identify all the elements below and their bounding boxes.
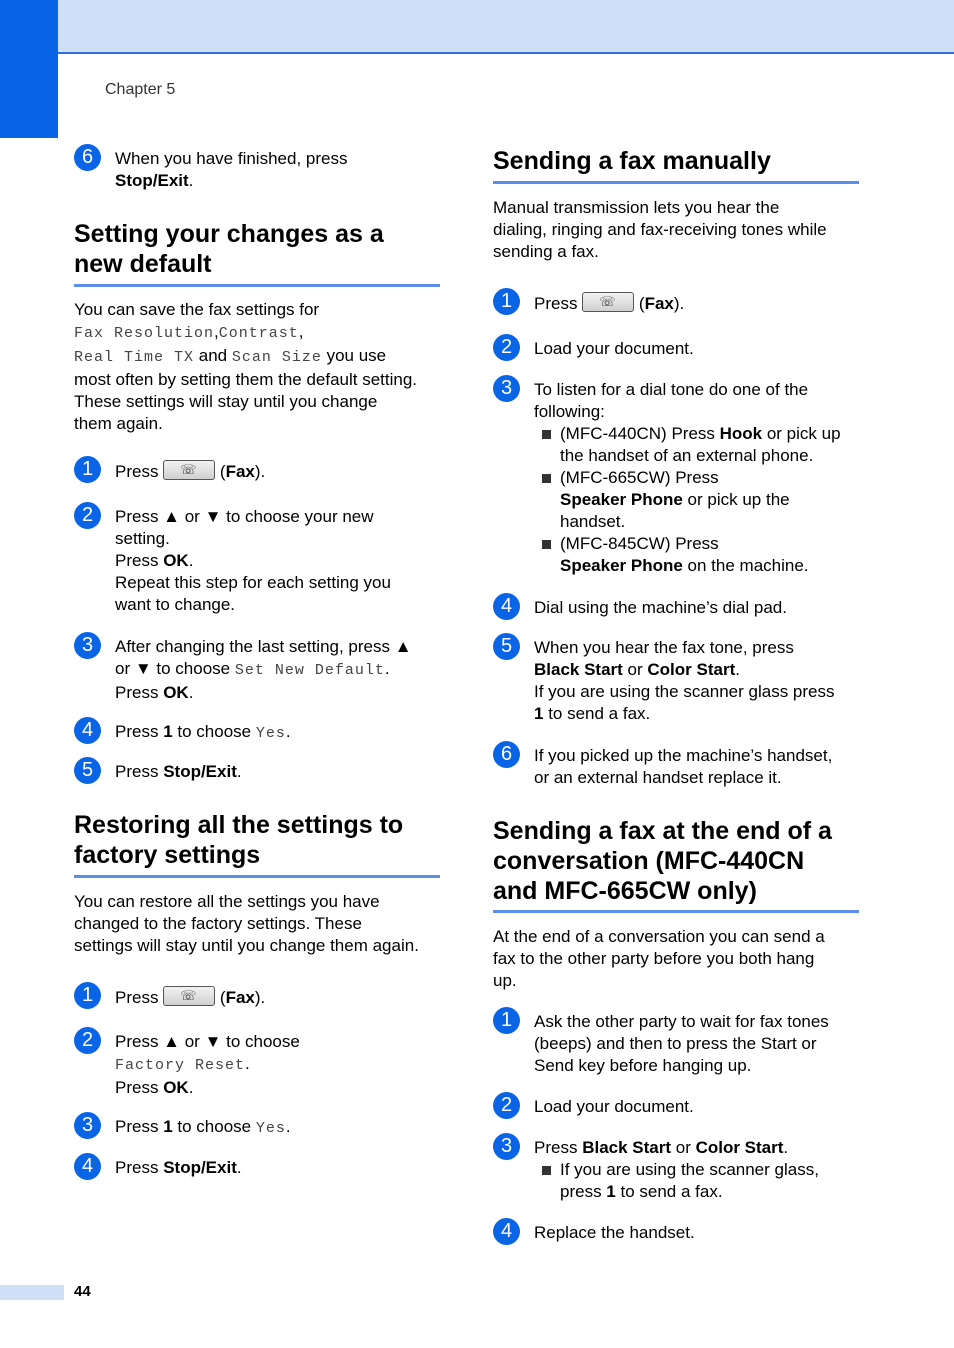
punct: ). <box>673 294 685 313</box>
step-number: 2 <box>493 1092 520 1119</box>
step-number: 4 <box>74 717 101 744</box>
bullet-item <box>534 467 859 533</box>
key-speaker-phone: Speaker Phone <box>560 556 683 575</box>
punct: ( <box>215 462 226 481</box>
step-number: 1 <box>493 1007 520 1034</box>
punct: ). <box>254 462 266 481</box>
step-6-finish <box>74 144 440 192</box>
step-text: When you hear the fax tone, press <box>534 638 794 657</box>
title-line: Setting your changes as a <box>74 220 384 248</box>
restore-step-3 <box>74 1112 440 1140</box>
key-color-start: Color Start <box>695 1138 784 1157</box>
step-text: to send a fax. <box>543 704 651 723</box>
manual-step-2 <box>493 334 859 360</box>
conversation-step-2 <box>493 1092 859 1118</box>
step-text: Dial using the machine’s dial pad. <box>534 598 787 617</box>
punct: ( <box>634 294 645 313</box>
intro-line: You can save the fax settings for <box>74 300 320 319</box>
section-title-default <box>74 219 440 279</box>
section-rule <box>74 284 440 287</box>
bullet-text: (MFC-440CN) Press <box>560 424 720 443</box>
punct: . <box>236 762 242 781</box>
step-text: If you are using the scanner glass press <box>534 682 835 701</box>
step-number: 2 <box>493 334 520 361</box>
step-number: 4 <box>493 1218 520 1245</box>
step-text: Press <box>115 551 164 570</box>
step-text: Press <box>534 1138 583 1157</box>
step-text: Press ▲ or ▼ to choose <box>115 1032 300 1051</box>
restore-intro <box>74 891 440 957</box>
step-number: 1 <box>493 288 520 315</box>
title-line: factory settings <box>74 841 261 869</box>
step-number: 1 <box>74 456 101 483</box>
punct: ). <box>254 988 266 1007</box>
footer-bar <box>0 1285 64 1300</box>
bullet-item <box>534 533 859 577</box>
option-set-new-default: Set New Default <box>234 662 385 679</box>
square-bullet-icon <box>542 430 551 439</box>
punct: , <box>214 322 219 341</box>
step-number: 2 <box>74 1027 101 1054</box>
setting-fax-resolution: Fax Resolution <box>74 325 215 342</box>
key-hook: Hook <box>719 424 763 443</box>
intro-line: changed to the factory settings. These <box>74 914 362 933</box>
section-rule <box>493 181 859 184</box>
default-step-2 <box>74 502 440 616</box>
step-text: Replace the handset. <box>534 1223 695 1242</box>
key-stop-exit: Stop/Exit <box>163 1158 237 1177</box>
header-bar <box>0 0 954 54</box>
step-number: 5 <box>493 633 520 660</box>
square-bullet-icon <box>542 474 551 483</box>
setting-contrast: Contrast <box>218 325 299 342</box>
step-number: 4 <box>493 593 520 620</box>
title-line: and MFC-665CW only) <box>493 877 757 905</box>
step-text: Load your document. <box>534 1097 694 1116</box>
step-text: or <box>671 1138 696 1157</box>
key-1: 1 <box>163 1117 173 1136</box>
bullet-text: (MFC-845CW) Press <box>560 534 719 553</box>
key-stop-exit: Stop/Exit <box>163 762 237 781</box>
punct: . <box>783 1138 789 1157</box>
bullet-text: on the machine. <box>682 556 809 575</box>
intro-line: Manual transmission lets you hear the <box>493 198 780 217</box>
key-fax: Fax <box>225 988 255 1007</box>
conversation-step-4 <box>493 1218 859 1244</box>
square-bullet-icon <box>542 1166 551 1175</box>
key-color-start: Color Start <box>647 660 736 679</box>
page-number: 44 <box>74 1283 91 1300</box>
default-step-4 <box>74 717 440 745</box>
setting-scan-size: Scan Size <box>231 349 322 366</box>
bullet-text: press <box>560 1182 607 1201</box>
step-text: If you picked up the machine’s handset, <box>534 746 833 765</box>
punct: ( <box>215 988 226 1007</box>
step-text: to choose <box>172 1117 256 1136</box>
conversation-step-1 <box>493 1007 859 1077</box>
step-text: When you have finished, press <box>115 149 348 168</box>
intro-line: fax to the other party before you both hang <box>493 949 815 968</box>
step-text: To listen for a dial tone do one of the <box>534 380 809 399</box>
step-number: 2 <box>74 502 101 529</box>
step-text: Load your document. <box>534 339 694 358</box>
step-text: Press ▲ or ▼ to choose your new <box>115 507 374 526</box>
punct: . <box>384 659 390 678</box>
default-step-3 <box>74 632 440 704</box>
step-number: 4 <box>74 1153 101 1180</box>
manual-step-3 <box>493 375 859 577</box>
restore-step-1 <box>74 982 440 1009</box>
conj: and <box>194 346 232 365</box>
intro-line: At the end of a conversation you can send a <box>493 927 825 946</box>
bullet-text: (MFC-665CW) Press <box>560 468 719 487</box>
chapter-tab <box>0 0 58 138</box>
step-number: 3 <box>74 1112 101 1139</box>
punct: . <box>188 683 194 702</box>
step-text: Press <box>115 462 164 481</box>
step-text: Press <box>115 762 164 781</box>
section-title-manual: Sending a fax manually <box>493 147 771 175</box>
square-bullet-icon <box>542 540 551 549</box>
restore-step-2 <box>74 1027 440 1099</box>
step-text: Press <box>115 988 164 1007</box>
step-text: want to change. <box>115 595 236 614</box>
intro-line: sending a fax. <box>493 242 599 261</box>
key-fax: Fax <box>225 462 255 481</box>
punct: . <box>735 660 740 679</box>
intro-line: These settings will stay until you change <box>74 392 378 411</box>
step-text: Press <box>115 1078 164 1097</box>
step-text: After changing the last setting, press ▲ <box>115 637 412 656</box>
intro-text: you use <box>321 346 387 365</box>
step-text: setting. <box>115 529 170 548</box>
step-text: Press <box>115 683 164 702</box>
bullet-text: handset. <box>560 512 626 531</box>
step-text: Send key before hanging up. <box>534 1056 752 1075</box>
step-text: Repeat this step for each setting you <box>115 573 391 592</box>
manual-step-6 <box>493 741 859 789</box>
step-text: Press <box>115 1117 164 1136</box>
punct: , <box>298 322 304 341</box>
section-conversation <box>493 816 859 913</box>
intro-line: them again. <box>74 414 163 433</box>
step-number: 5 <box>74 757 101 784</box>
title-line: Sending a fax at the end of a <box>493 817 832 845</box>
section-title-restore <box>74 810 440 870</box>
conversation-intro <box>493 926 859 992</box>
bullet-text: or pick up <box>762 424 841 443</box>
step-text: or an external handset replace it. <box>534 768 782 787</box>
default-step-5 <box>74 757 440 783</box>
intro-line: settings will stay until you change them again. <box>74 936 419 955</box>
key-1: 1 <box>163 722 173 741</box>
fax-key-icon: ☏ <box>163 986 215 1006</box>
manual-step-4 <box>493 593 859 619</box>
title-line: conversation (MFC-440CN <box>493 847 805 875</box>
chapter-label: Chapter 5 <box>105 81 176 98</box>
step-text: Press <box>115 722 164 741</box>
intro-line: You can restore all the settings you have <box>74 892 380 911</box>
step-text: to choose <box>172 722 256 741</box>
key-speaker-phone: Speaker Phone <box>560 490 683 509</box>
option-yes: Yes <box>255 1120 286 1137</box>
bullet-item <box>534 423 859 467</box>
step-number: 3 <box>493 1133 520 1160</box>
section-restore <box>74 810 440 878</box>
section-manual <box>493 146 859 184</box>
key-ok: OK <box>163 683 189 702</box>
step-text: (beeps) and then to press the Start or <box>534 1034 817 1053</box>
punct: . <box>188 551 194 570</box>
step-text: Ask the other party to wait for fax tones <box>534 1012 829 1031</box>
section-default <box>74 219 440 287</box>
default-intro <box>74 299 440 435</box>
punct: . <box>188 1078 194 1097</box>
option-yes: Yes <box>255 725 286 742</box>
punct: . <box>188 171 194 190</box>
step-text: or <box>622 660 648 679</box>
key-black-start: Black Start <box>582 1138 672 1157</box>
punct: . <box>285 1117 291 1136</box>
section-rule <box>493 910 859 913</box>
bullet-text: the handset of an external phone. <box>560 446 814 465</box>
step-number: 3 <box>74 632 101 659</box>
conversation-step-3 <box>493 1133 859 1203</box>
step-text: Press <box>534 294 583 313</box>
fax-key-icon: ☏ <box>582 292 634 312</box>
punct: . <box>285 722 291 741</box>
manual-intro <box>493 197 859 263</box>
step-number: 1 <box>74 982 101 1009</box>
option-factory-reset: Factory Reset <box>115 1057 246 1074</box>
bullet-text: to send a fax. <box>615 1182 723 1201</box>
step-text: Press <box>115 1158 164 1177</box>
key-fax: Fax <box>644 294 674 313</box>
setting-real-time-tx: Real Time TX <box>74 349 195 366</box>
step-text: or ▼ to choose <box>115 659 235 678</box>
step-number: 3 <box>493 375 520 402</box>
step-number: 6 <box>74 144 101 171</box>
manual-step-1 <box>493 288 859 315</box>
default-step-1 <box>74 456 440 483</box>
bullet-item <box>534 1159 859 1203</box>
key-1: 1 <box>606 1182 616 1201</box>
step-number: 6 <box>493 741 520 768</box>
title-line: Restoring all the settings to <box>74 811 404 839</box>
step-text: following: <box>534 402 605 421</box>
section-rule <box>74 875 440 878</box>
fax-key-icon: ☏ <box>163 460 215 480</box>
bullet-text: or pick up the <box>682 490 790 509</box>
title-line: new default <box>74 250 212 278</box>
intro-line: up. <box>493 971 517 990</box>
restore-step-4 <box>74 1153 440 1179</box>
key-ok: OK <box>163 551 189 570</box>
key-black-start: Black Start <box>534 660 623 679</box>
punct: . <box>245 1054 250 1073</box>
intro-line: most often by setting them the default setting. <box>74 370 418 389</box>
manual-step-5 <box>493 633 859 725</box>
section-title-conversation <box>493 816 859 906</box>
intro-line: dialing, ringing and fax-receiving tones while <box>493 220 827 239</box>
key-stop-exit: Stop/Exit <box>115 171 189 190</box>
punct: . <box>236 1158 242 1177</box>
bullet-text: If you are using the scanner glass, <box>560 1160 819 1179</box>
key-1: 1 <box>534 704 544 723</box>
key-ok: OK <box>163 1078 189 1097</box>
